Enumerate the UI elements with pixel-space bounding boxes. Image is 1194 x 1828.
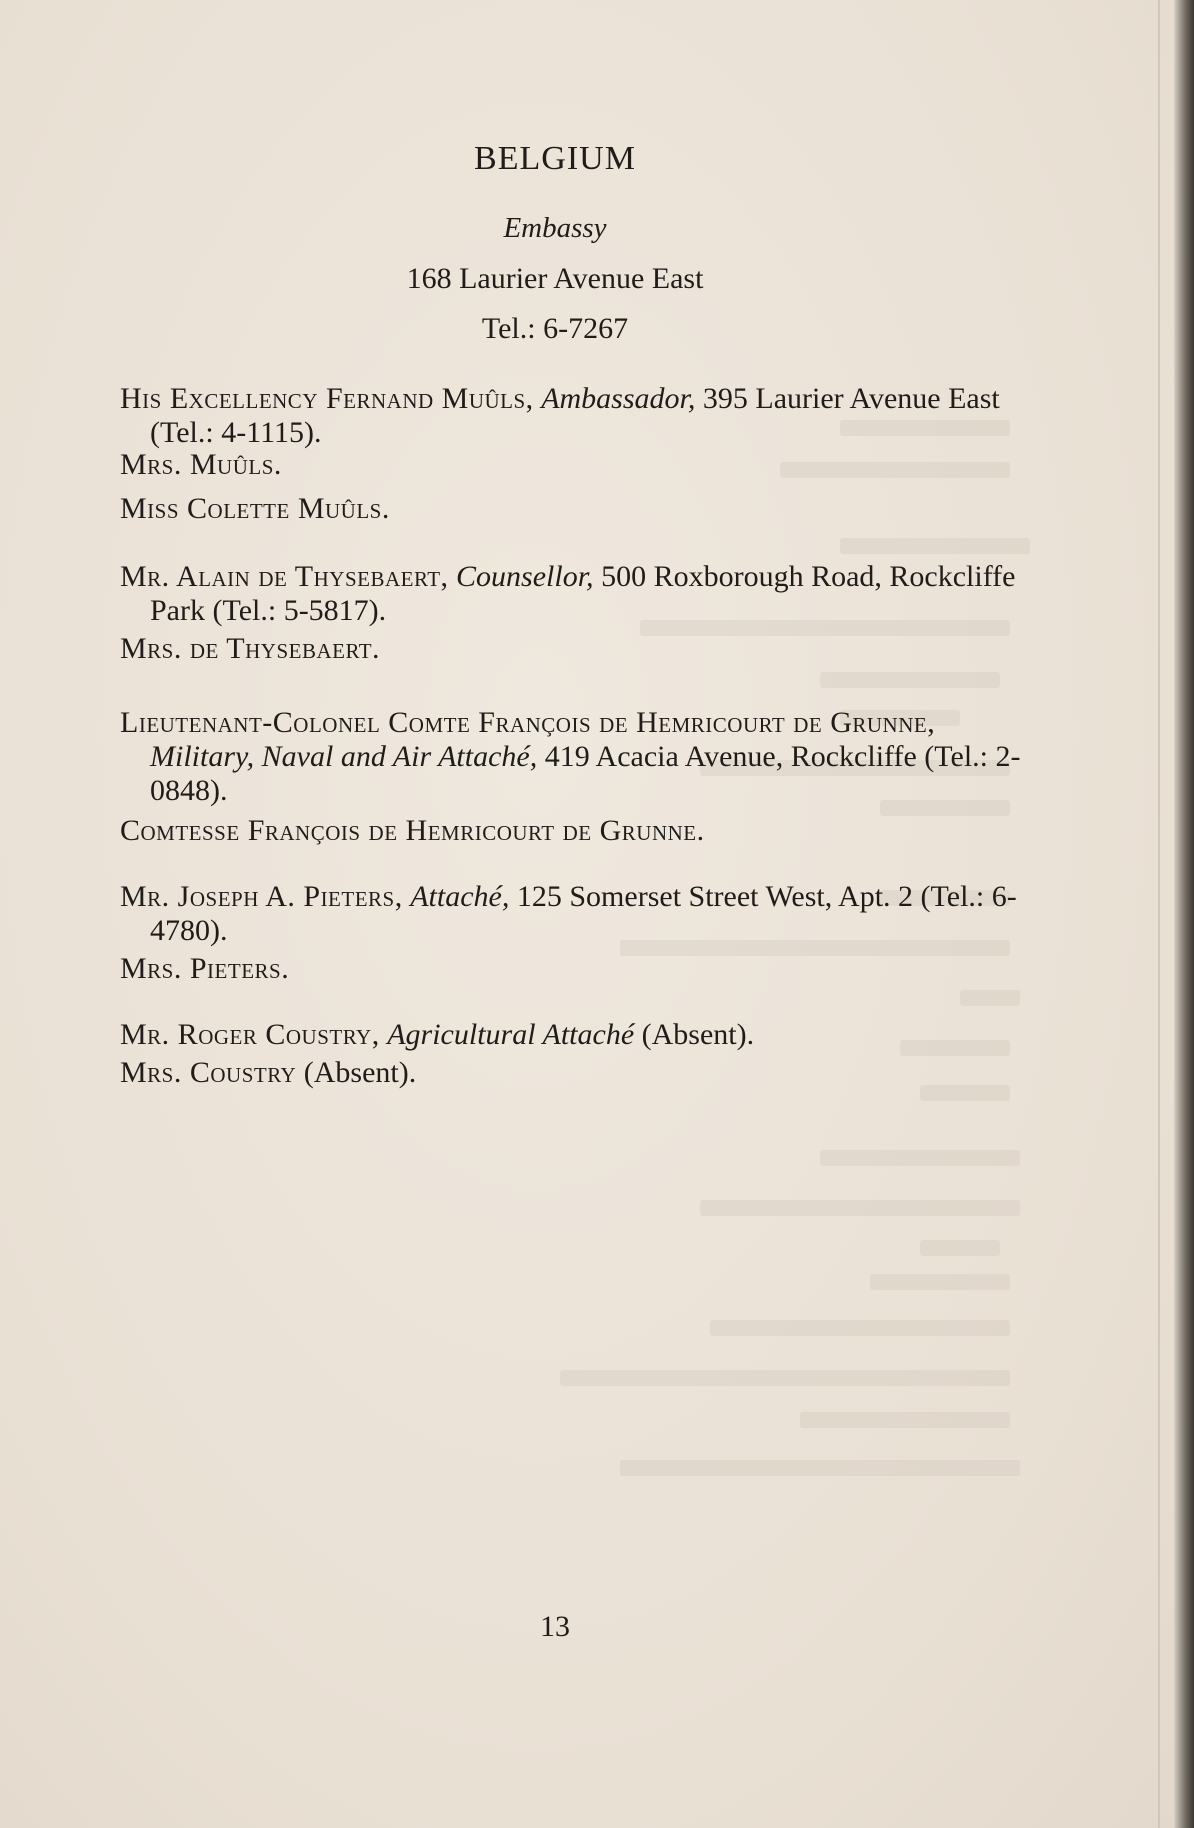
list-item [120, 448, 1030, 482]
person-details: (Absent). [303, 1056, 417, 1089]
person-details: (Absent). [641, 1018, 755, 1051]
person-name: Mr. Alain de Thysebaert, [120, 560, 449, 593]
person-name: Mrs. Pieters. [120, 952, 290, 985]
person-name: Mrs. de Thysebaert. [120, 632, 381, 665]
list-item [120, 952, 1030, 986]
person-role: Counsellor, [456, 560, 594, 593]
list-item [120, 880, 1030, 948]
embassy-address: 168 Laurier Avenue East [406, 262, 704, 295]
person-name: Mrs. Muûls. [120, 448, 282, 481]
person-name: Mr. Joseph A. Pieters, [120, 880, 403, 913]
country-heading: BELGIUM [474, 140, 636, 177]
person-role: Military, Naval and Air Attaché, [150, 740, 538, 773]
list-item [120, 814, 1030, 848]
page-number: 13 [540, 1610, 570, 1643]
list-item [120, 560, 1030, 628]
person-name: Mr. Roger Coustry, [120, 1018, 380, 1051]
embassy-telephone: Tel.: 6-7267 [481, 312, 629, 345]
person-details: 125 Somerset Street West, Apt. 2 (Tel.: 6-4780). [150, 880, 1017, 947]
person-name: Comtesse François de Hemricourt de Grunne. [120, 814, 705, 847]
person-role: Agricultural Attaché [387, 1018, 635, 1051]
list-item [120, 492, 1030, 526]
person-details: 500 Roxborough Road, Rockcliffe Park (Tel.: 5-5817). [150, 560, 1016, 627]
page-edge-line [1158, 0, 1160, 1828]
list-item [120, 1056, 1030, 1090]
person-details: 419 Acacia Avenue, Rockcliffe (Tel.: 2-0848). [150, 740, 1021, 807]
list-item [120, 1018, 1030, 1052]
list-item [120, 706, 1030, 808]
list-item [120, 632, 1030, 666]
person-details: 395 Laurier Avenue East (Tel.: 4-1115). [150, 382, 1000, 449]
person-role: Ambassador, [541, 382, 696, 415]
person-name: Miss Colette Muûls. [120, 492, 390, 525]
book-spine [1174, 0, 1194, 1828]
list-item [120, 382, 1030, 450]
section-subheading: Embassy [503, 212, 607, 244]
person-name: Lieutenant-Colonel Comte François de Hemricourt de Grunne, [120, 706, 936, 739]
person-name: Mrs. Coustry [120, 1056, 297, 1089]
person-role: Attaché, [410, 880, 510, 913]
person-name: His Excellency Fernand Muûls, [120, 382, 534, 415]
